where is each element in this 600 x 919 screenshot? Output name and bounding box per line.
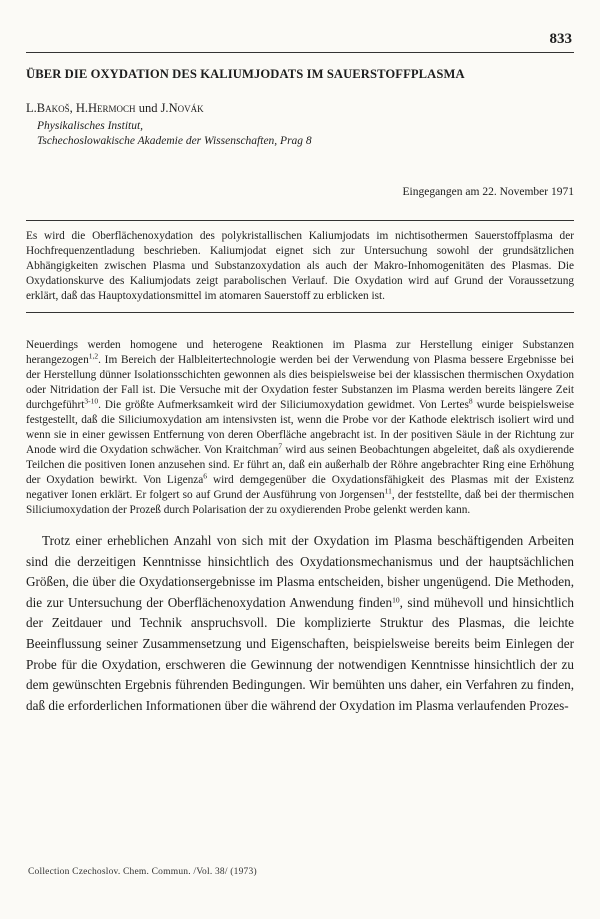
reference-superscript: 3-10 (84, 396, 99, 406)
main-text: , sind mühevoll und hinsichtlich der Zeitdauer und Technik anspruchsvoll. Die komplizierte Struktur des Plasmas, die leichte Beeinflussung seiner Zusammensetzung und Eigenschaften, beispielsweise bereits beim Einlegen der Probe für die Oxydation, erschweren die Gewinnung der notwendigen Kenntnisse hinsichtlich der zu dem gewünschten Ergebnis führenden Bedingungen. Wir bemühten uns daher, ein Verfahren zu finden, daß die erforderlichen Informationen über die während der Oxydation im Plasma verlaufenden Prozes- (26, 594, 574, 713)
intro-text: wurde beispielsweise festgestellt, daß die Siliciumoxydation am intensivsten ist, wenn die Probe vor der Kathode elektrisch isoliert wird und wenn sie in einer gewissen Entfernung von deren Oberfläche angebracht ist. In der positiven Säule in der Richtung zur Anode wird die Oxydation schwächer. Von Kraitchman (26, 399, 574, 456)
intro-paragraph (26, 338, 574, 518)
author-surname: Novák (168, 101, 204, 115)
page-number: 833 (549, 31, 572, 47)
received-date: Eingegangen am 22. November 1971 (402, 186, 574, 198)
reference-superscript: 11 (384, 486, 392, 496)
journal-page (26, 30, 574, 730)
reference-superscript: 10 (392, 595, 400, 605)
author-separator: und (135, 101, 161, 115)
intro-text: , der feststellte, daß bei der thermischen Siliciumoxydation der Prozeß durch Polarisation der zu oxydierenden Probe gelenkt werden kann. (26, 489, 574, 516)
author-surname: Bakoš (36, 101, 70, 115)
journal-footer: Collection Czechoslov. Chem. Commun. /Vol. 38/ (1973) (28, 867, 257, 877)
intro-text: wird aus seinen Beobachtungen abgeleitet, daß als oxydierende Teilchen die positiven Ionen anzusehen sind. Er führt an, daß ein außerhalb der Röhre angebrachter Ring eine Erhöhung der Oxydation bewirkt. Von Ligenza (26, 444, 574, 486)
author-initial: J. (160, 101, 169, 115)
reference-superscript: 7 (278, 441, 283, 451)
author-initial: H. (75, 101, 89, 115)
author-line (26, 100, 574, 116)
reference-superscript: 6 (203, 471, 208, 481)
reference-superscript: 8 (468, 396, 473, 406)
affiliation (37, 119, 574, 149)
intro-text: Neuerdings werden homogene und heterogene Reaktionen im Plasma zur Herstellung einiger Substanzen herangezogen (26, 339, 574, 366)
author-initial: L. (26, 101, 37, 115)
author-separator: , (69, 101, 76, 115)
affiliation-institute: Physikalisches Institut, (37, 120, 144, 132)
intro-text: . Die größte Aufmerksamkeit wird der Siliciumoxydation gewidmet. Von Lertes (98, 399, 469, 411)
intro-text: . Im Bereich der Halbleitertechnologie werden bei der Verwendung von Plasma bessere Ergebnisse bei der Herstellung dünner Isolationsschichten gewonnen als dies beispielsweise bei der klassischen thermischen Oxydation oder Nitridation der Fall ist. Die Versuche mit der Oxydation fester Substanzen im Plasma werden bereits längere Zeit durchgeführt (26, 354, 574, 411)
abstract: Es wird die Oberflächenoxydation des polykristallischen Kaliumjodats im nichtisothermen Sauerstoffplasma der Hochfrequenzentladung beschrieben. Kaliumjodat eignet sich zur Untersuchung sowohl der grundsätzlichen Abhängigkeiten zwischen Plasma und Substanzoxydation als auch der Makro-Inhomogenitäten des Plasmas. Die Oxydationskurve des Kaliumjodats zeigt parabolischen Verlauf. Die Oxydation wird auf Grund der Voraussetzung erklärt, daß das Hauptoxydationsmittel im atomaren Sauerstoff zu erblicken ist. (26, 230, 574, 302)
abstract-top-rule (26, 220, 574, 221)
affiliation-academy: Tschechoslowakische Akademie der Wissenschaften, Prag 8 (37, 135, 312, 147)
abstract-bottom-rule (26, 312, 574, 313)
main-text: Trotz einer erheblichen Anzahl von sich mit der Oxydation im Plasma beschäftigenden Arbeiten sind die derzeitigen Kenntnisse hinsichtlich des Oxydationsmechanismus und der hauptsächlichen Größen, die über die Oxydationsergebnisse im Plasma entscheiden, bisher ungenügend. Die Methoden, die zur Untersuchung der Oberflächenoxydation Anwendung finden (26, 533, 574, 610)
main-paragraph (26, 531, 574, 716)
header-rule (26, 52, 574, 53)
article-title: ÜBER DIE OXYDATION DES KALIUMJODATS IM SAUERSTOFFPLASMA (26, 67, 465, 81)
reference-superscript: 1,2 (88, 351, 99, 361)
author-surname: Hermoch (88, 101, 136, 115)
intro-text: wird demgegenüber die Oxydationsfähigkeit des Plasmas mit der Existenz negativer Ionen erklärt. Er folgert so auf Grund der Ausführung von Jorgensen (26, 474, 575, 501)
